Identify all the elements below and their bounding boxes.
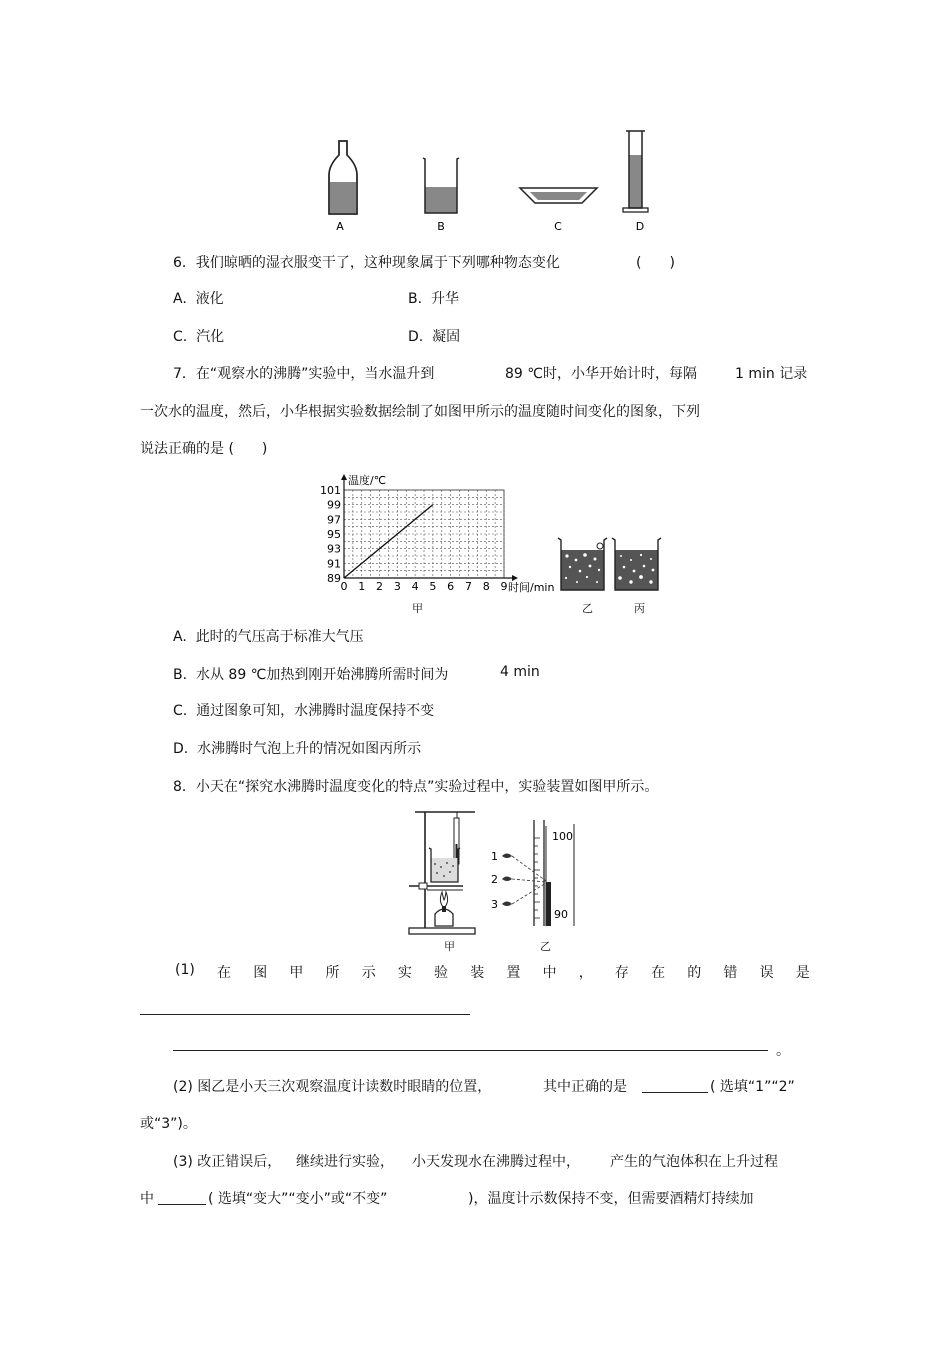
y-tick-label: 95 bbox=[327, 528, 341, 541]
eye-label-1: 1 bbox=[491, 850, 498, 863]
answer-blank-3[interactable] bbox=[158, 1190, 206, 1205]
figure-label-yi-2: 乙 bbox=[540, 940, 551, 953]
q7-line1c: 1 min 记录 bbox=[735, 366, 808, 382]
x-tick-label: 6 bbox=[447, 580, 455, 593]
option-letter: D. bbox=[173, 741, 189, 757]
y-tick-label: 97 bbox=[327, 513, 341, 527]
q8-p3f: ( 选填“变大”“变小”或“不变” bbox=[208, 1191, 388, 1207]
y-tick-label: 93 bbox=[327, 542, 341, 556]
q7-line3: 说法正确的是 ( ) bbox=[140, 441, 268, 457]
x-tick-label: 9 bbox=[500, 580, 508, 593]
q6-stem: 6．我们晾晒的湿衣服变干了，这种现象属于下列哪种物态变化 bbox=[173, 255, 560, 271]
q8-p2a: (2) 图乙是小天三次观察温度计读数时眼睛的位置， bbox=[173, 1079, 492, 1095]
answer-blank-2[interactable] bbox=[642, 1078, 708, 1093]
q7-option-b bbox=[173, 664, 448, 684]
q8-p1 bbox=[175, 962, 810, 982]
q8-p1-char: 实 bbox=[397, 965, 412, 981]
q8-p3a: (3) 改正错误后， bbox=[173, 1154, 282, 1170]
q7-line1b: 89 ℃时，小华开始计时，每隔 bbox=[505, 366, 697, 382]
q8-p1-end: 。 bbox=[776, 1043, 790, 1059]
q8-p1-char: 错 bbox=[723, 965, 738, 981]
label-a: A bbox=[336, 220, 344, 233]
q8-p3g: )，温度计示数保持不变，但需要酒精灯持续加 bbox=[468, 1191, 754, 1207]
containers-figure bbox=[320, 125, 660, 235]
option-text: 液化 bbox=[195, 291, 224, 307]
x-tick-label: 8 bbox=[482, 580, 490, 593]
q8-p1-char: 图 bbox=[253, 965, 268, 981]
option-text: 水沸腾时气泡上升的情况如图丙所示 bbox=[197, 741, 422, 757]
q6-option-b bbox=[408, 288, 459, 308]
q8-p1-char: 示 bbox=[361, 965, 376, 981]
label-b: B bbox=[437, 220, 445, 233]
q6-paren: ( ) bbox=[636, 255, 675, 271]
bottle-a bbox=[329, 141, 357, 214]
q8-p1-char: 是 bbox=[795, 965, 810, 981]
thermometer-figure bbox=[488, 818, 580, 933]
beaker-b bbox=[423, 158, 459, 213]
option-letter: C. bbox=[173, 329, 188, 345]
figure-label-yi: 乙 bbox=[582, 602, 593, 615]
thermo-100: 100 bbox=[552, 830, 573, 843]
q8-p1-char: 在 bbox=[217, 965, 232, 981]
eye-icon bbox=[502, 854, 512, 907]
option-text: 通过图象可知，水沸腾时温度保持不变 bbox=[196, 703, 435, 719]
option-text: 此时的气压高于标准大气压 bbox=[195, 629, 364, 645]
x-tick-label: 4 bbox=[411, 580, 419, 593]
x-tick-label: 7 bbox=[464, 580, 472, 593]
q8-p1-char: 验 bbox=[434, 965, 449, 981]
y-axis-label: 温度/℃ bbox=[348, 474, 387, 487]
figure-label-jia: 甲 bbox=[412, 602, 423, 615]
q6-option-d bbox=[408, 326, 460, 346]
y-tick-label: 89 bbox=[327, 572, 341, 585]
q8-p1-char: 存 bbox=[614, 965, 629, 981]
q8-p1-char: 所 bbox=[325, 965, 340, 981]
q8-p2b: 其中正确的是 bbox=[543, 1079, 627, 1095]
option-letter: D. bbox=[408, 329, 424, 345]
y-tick-label: 91 bbox=[327, 557, 341, 571]
eye-label-3: 3 bbox=[491, 898, 498, 911]
beakers-figure bbox=[552, 534, 668, 596]
q8-p1-char: 装 bbox=[470, 965, 485, 981]
label-d: D bbox=[635, 220, 645, 233]
x-tick-label: 0 bbox=[340, 580, 348, 593]
answer-line-2 bbox=[173, 1050, 768, 1051]
x-tick-label: 2 bbox=[376, 580, 384, 593]
figure-label-jia-2: 甲 bbox=[444, 940, 455, 953]
eye-label-2: 2 bbox=[491, 873, 498, 886]
q8-p1-char: (1) bbox=[175, 962, 195, 978]
q8-p3e: 中 bbox=[140, 1191, 154, 1207]
q8-p1-char: 误 bbox=[759, 965, 774, 981]
q8-p1-char: 的 bbox=[687, 965, 702, 981]
option-text: 汽化 bbox=[196, 329, 225, 345]
q8-p3b: 继续进行实验， bbox=[296, 1154, 394, 1170]
y-tick-label: 99 bbox=[327, 498, 341, 512]
q7-line2: 一次水的温度，然后，小华根据实验数据绘制了如图甲所示的温度随时间变化的图象，下列 bbox=[140, 404, 700, 420]
y-axis-arrow bbox=[341, 474, 347, 480]
q8-p1-char: ， bbox=[578, 965, 593, 981]
thermo-90: 90 bbox=[554, 908, 568, 921]
figure-label-bing: 丙 bbox=[634, 602, 645, 615]
q8-p2c: ( 选填“1”“2” bbox=[710, 1079, 795, 1095]
label-c: C bbox=[554, 220, 562, 233]
apparatus-figure bbox=[405, 804, 485, 939]
option-letter: B. bbox=[408, 291, 423, 307]
q7-option-c bbox=[173, 700, 434, 720]
q8-stem: 8．小天在“探究水沸腾时温度变化的特点”实验过程中，实验装置如图甲所示。 bbox=[173, 779, 659, 795]
option-letter: C. bbox=[173, 703, 188, 719]
temperature-chart bbox=[318, 468, 568, 598]
q8-p2d: 或“3”)。 bbox=[140, 1116, 197, 1132]
cylinder-d bbox=[623, 131, 648, 212]
q7-option-b-tail: 4 min bbox=[500, 664, 540, 680]
x-axis-label: 时间/min bbox=[508, 581, 555, 594]
x-tick-label: 5 bbox=[429, 580, 437, 593]
q8-p1-char: 中 bbox=[542, 965, 557, 981]
option-text: 凝固 bbox=[432, 329, 461, 345]
option-text: 升华 bbox=[430, 291, 459, 307]
option-text: 水从 89 ℃加热到刚开始沸腾所需时间为 bbox=[195, 667, 449, 683]
y-tick-label: 101 bbox=[320, 484, 341, 497]
q8-p1-char: 甲 bbox=[289, 965, 304, 981]
answer-line-1 bbox=[140, 1014, 470, 1015]
q8-p1-char: 置 bbox=[506, 965, 521, 981]
q7-line1a: 7．在“观察水的沸腾”实验中，当水温升到 bbox=[173, 366, 435, 382]
beaker-bing bbox=[612, 538, 661, 590]
q8-p3c: 小天发现水在沸腾过程中， bbox=[412, 1154, 580, 1170]
q7-option-a bbox=[173, 626, 364, 646]
q7-option-d bbox=[173, 738, 421, 758]
option-letter: A. bbox=[173, 629, 187, 645]
q6-option-c bbox=[173, 326, 224, 346]
beaker-yi bbox=[558, 538, 607, 590]
x-tick-label: 1 bbox=[358, 580, 366, 593]
x-tick-label: 3 bbox=[393, 580, 401, 593]
q8-p3d: 产生的气泡体积在上升过程 bbox=[610, 1154, 778, 1170]
option-letter: A. bbox=[173, 291, 187, 307]
dish-c bbox=[520, 188, 597, 203]
q8-p1-char: 在 bbox=[651, 965, 666, 981]
q6-option-a bbox=[173, 288, 224, 308]
option-letter: B. bbox=[173, 667, 188, 683]
